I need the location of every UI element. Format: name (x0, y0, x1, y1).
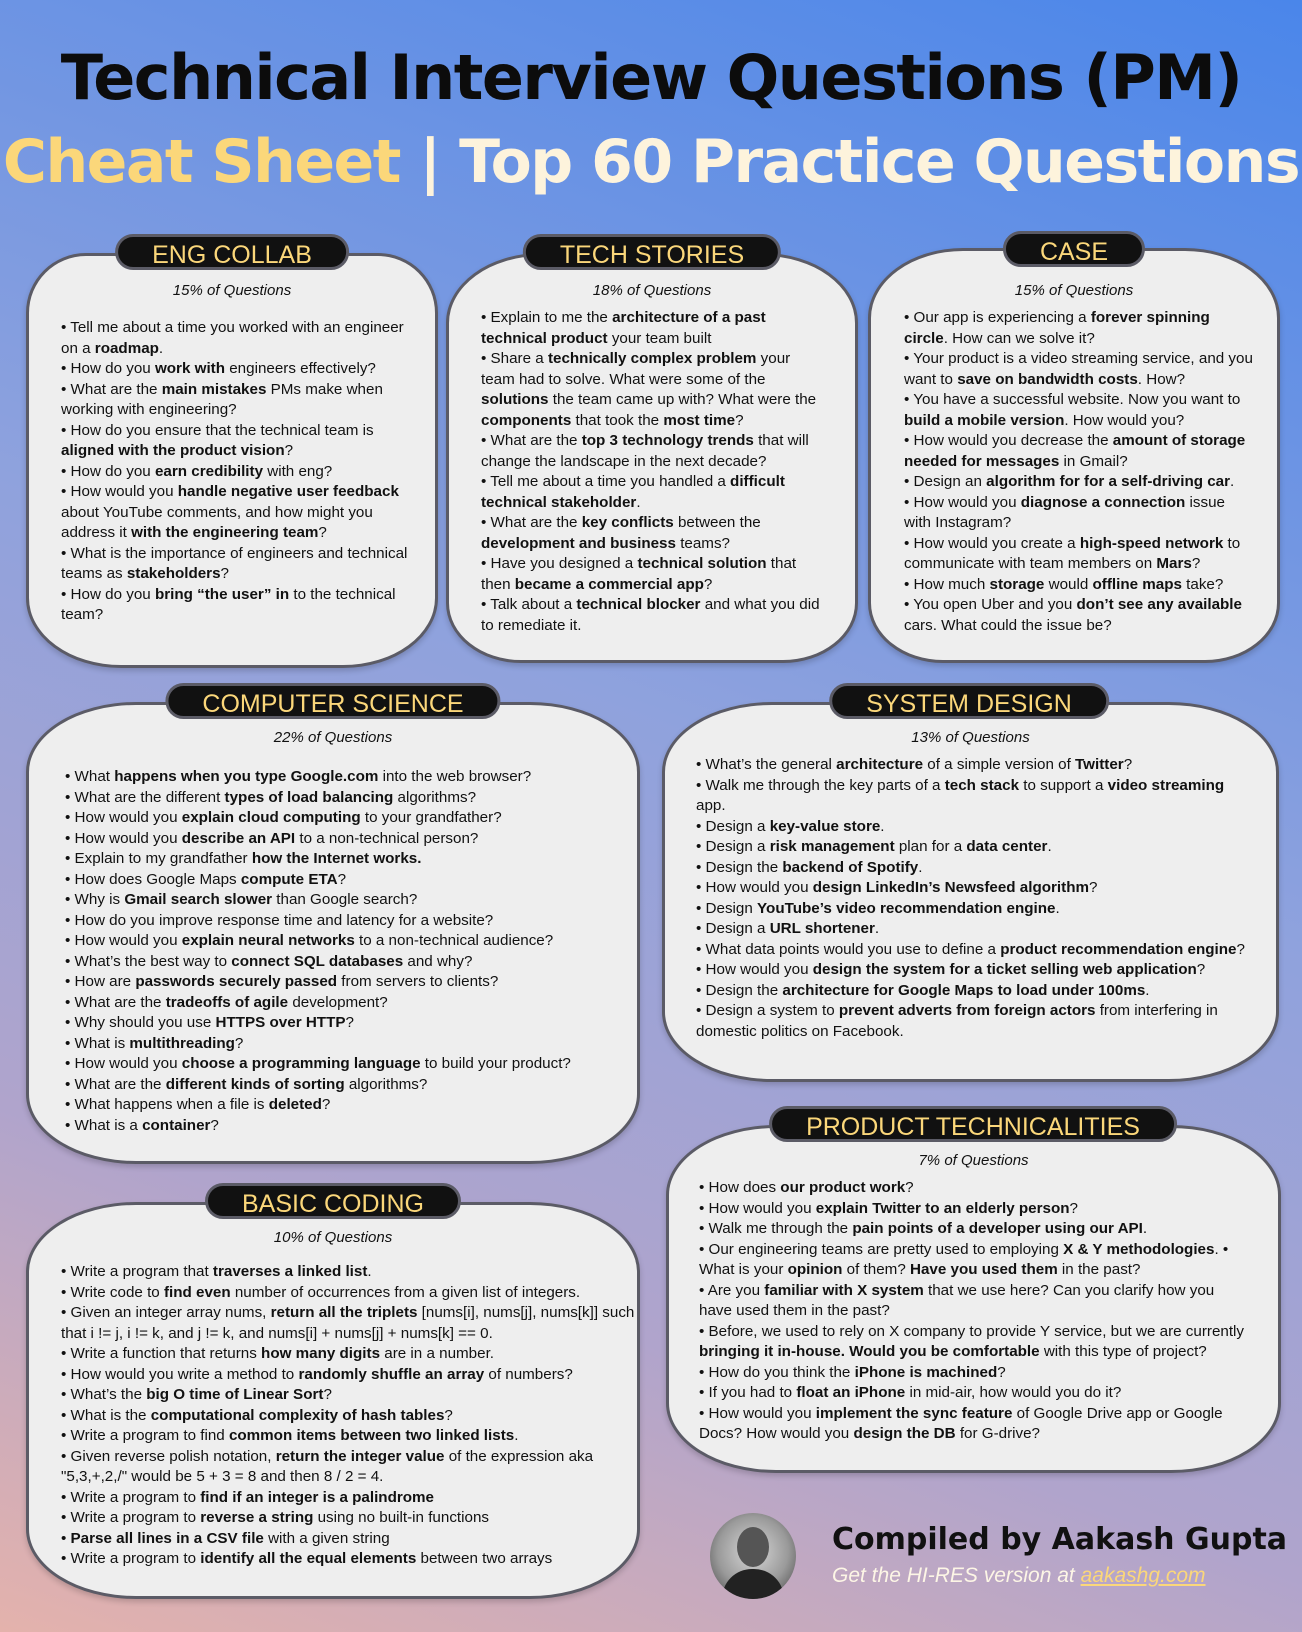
question-item: • How would you design the system for a ticket selling web application? (696, 961, 1206, 978)
question-item: • You have a successful website. Now you want to build a mobile version. How would you? (904, 391, 1241, 429)
question-item: • What’s the big O time of Linear Sort? (61, 1386, 332, 1403)
section-label-system-design: SYSTEM DESIGN (829, 683, 1109, 719)
section-card-tech-stories (446, 253, 858, 663)
question-item: • Have you designed a technical solution that then became a commercial app? (481, 555, 797, 593)
question-item: • Write a program to identify all the equal elements between two arrays (61, 1550, 553, 1567)
section-percentage: 15% of Questions (172, 282, 292, 299)
section-card-product-technicalities (666, 1125, 1281, 1473)
question-item: • Design a system to prevent adverts from foreign actors from interfering in domestic politics on Facebook. (696, 1002, 1218, 1040)
question-item: • Tell me about a time you handled a difficult technical stakeholder. (481, 473, 785, 511)
question-item: • What happens when a file is deleted? (65, 1096, 331, 1113)
question-item: • What is the importance of engineers and technical teams as stakeholders? (61, 544, 408, 582)
section-card-basic-coding (26, 1202, 640, 1599)
question-item: • What is the computational complexity of hash tables? (61, 1406, 453, 1424)
question-item: • Tell me about a time you worked with an engineer on a roadmap. (61, 319, 404, 357)
question-item: • Parse all lines in a CSV file with a given string (61, 1529, 390, 1547)
question-item: • How would you write a method to randomly shuffle an array of numbers? (61, 1365, 573, 1383)
section-percentage: 18% of Questions (592, 282, 712, 299)
section-percentage: 15% of Questions (1014, 282, 1134, 299)
question-list (696, 755, 1246, 1042)
question-item: • How are passwords securely passed from servers to clients? (65, 973, 499, 990)
question-item: • What are the key conflicts between the development and business teams? (481, 514, 761, 552)
page-title: Technical Interview Questions (PM) (60, 41, 1242, 114)
subtitle-top-60: Top 60 Practice Questions (459, 127, 1300, 197)
question-item: • How do you improve response time and latency for a website? (65, 911, 494, 929)
section-card-case (868, 248, 1280, 663)
question-item: • Design an algorithm for for a self-driving car. (904, 473, 1235, 490)
question-item: • How would you implement the sync feature of Google Drive app or Google Docs? How would you design the DB for G-drive? (699, 1404, 1223, 1442)
section-percentage: 13% of Questions (911, 729, 1030, 746)
question-item: • Design a URL shortener. (696, 920, 880, 937)
question-list (65, 767, 605, 1136)
question-item: • How would you create a high-speed network to communicate with team members on Mars? (904, 534, 1241, 572)
question-item: • How would you explain cloud computing to your grandfather? (65, 809, 502, 826)
question-item: • How does our product work? (699, 1179, 914, 1196)
question-list (904, 308, 1254, 636)
question-item: • Our engineering teams are pretty used to employing X & Y methodologies. • What is your opinion of them? Have you used them in the past? (699, 1240, 1229, 1278)
question-item: • How do you ensure that the technical team is aligned with the product vision? (61, 421, 374, 459)
author-credit: Compiled by Aakash Gupta (832, 1522, 1288, 1557)
question-item: • Design a key-value store. (696, 817, 885, 835)
question-item: • What are the tradeoffs of agile development? (65, 993, 388, 1011)
hires-note (832, 1564, 1206, 1588)
question-item: • How do you think the iPhone is machined? (699, 1363, 1006, 1381)
question-item: • What are the top 3 technology trends that will change the landscape in the next decade? (481, 432, 809, 470)
question-item: • Why should you use HTTPS over HTTP? (65, 1014, 354, 1031)
question-item: • How would you explain neural networks to a non-technical audience? (65, 932, 554, 949)
section-card-system-design (662, 702, 1279, 1082)
question-list (481, 308, 826, 636)
question-item: • How would you handle negative user feedback about YouTube comments, and how might you address it with the engineering team? (61, 483, 399, 541)
question-item: • Write a program to reverse a string using no built-in functions (61, 1509, 489, 1526)
question-item: • What are the different types of load balancing algorithms? (65, 788, 477, 806)
question-item: • What are the different kinds of sorting algorithms? (65, 1075, 428, 1093)
section-card-computer-science (26, 702, 640, 1164)
question-item: • How do you bring “the user” in to the technical team? (61, 585, 396, 623)
subtitle-cheat-sheet: Cheat Sheet (2, 127, 400, 197)
question-item: • How would you diagnose a connection issue with Instagram? (904, 493, 1225, 531)
question-item: • What is a container? (65, 1116, 219, 1134)
question-item: • What’s the general architecture of a simple version of Twitter? (696, 756, 1133, 773)
question-item: • How would you describe an API to a non-technical person? (65, 829, 479, 847)
question-item: • Are you familiar with X system that we use here? Can you clarify how you have used them in the past? (699, 1281, 1215, 1319)
question-item: • How would you decrease the amount of storage needed for messages in Gmail? (904, 432, 1246, 470)
question-item: • How would you design LinkedIn’s Newsfeed algorithm? (696, 879, 1098, 896)
hires-text: Get the HI-RES version at (832, 1564, 1075, 1587)
question-item: • Walk me through the key parts of a tech stack to support a video streaming app. (696, 776, 1225, 814)
question-item: • You open Uber and you don’t see any available cars. What could the issue be? (904, 596, 1242, 634)
question-item: • How do you earn credibility with eng? (61, 462, 333, 480)
question-list (61, 1262, 636, 1570)
section-label-case: CASE (1003, 231, 1145, 267)
author-avatar (710, 1513, 796, 1599)
question-item: • How do you work with engineers effectively? (61, 360, 376, 377)
section-label-product-technicalities: PRODUCT TECHNICALITIES (769, 1106, 1177, 1142)
question-item: • Design the backend of Spotify. (696, 858, 923, 876)
question-item: • What is multithreading? (65, 1034, 244, 1052)
question-item: • Talk about a technical blocker and what you did to remediate it. (481, 596, 820, 634)
question-item: • How does Google Maps compute ETA? (65, 870, 347, 888)
question-item: • Design the architecture for Google Maps to load under 100ms. (696, 981, 1150, 999)
section-percentage: 22% of Questions (273, 729, 393, 746)
question-item: • Write a program that traverses a linked list. (61, 1263, 372, 1280)
question-item: • If you had to float an iPhone in mid-air, how would you do it? (699, 1384, 1122, 1401)
question-item: • Write a program to find common items between two linked lists. (61, 1427, 519, 1444)
question-list (699, 1178, 1249, 1445)
section-percentage: 7% of Questions (918, 1152, 1029, 1169)
question-item: • Explain to me the architecture of a past technical product your team built (481, 309, 766, 347)
hires-link[interactable]: aakashg.com (1080, 1564, 1206, 1587)
section-label-basic-coding: BASIC CODING (205, 1183, 461, 1219)
question-item: • Share a technically complex problem your team had to solve. What were some of the solutions the team came up with? What were the components that took the most time? (481, 350, 817, 429)
section-label-tech-stories: TECH STORIES (523, 234, 781, 270)
section-card-eng-collab (26, 253, 438, 668)
question-item: • Given an integer array nums, return all the triplets [nums[i], nums[j], nums[k]] such that i != j, i != k, and j != k, and nums[i] + nums[j] + nums[k] == 0. (61, 1304, 635, 1342)
section-label-eng-collab: ENG COLLAB (115, 234, 349, 270)
question-item: • Why is Gmail search slower than Google search? (65, 891, 418, 908)
section-label-computer-science: COMPUTER SCIENCE (165, 683, 500, 719)
section-percentage: 10% of Questions (273, 1229, 393, 1246)
question-item: • What happens when you type Google.com into the web browser? (65, 768, 532, 785)
question-item: • What are the main mistakes PMs make when working with engineering? (61, 380, 383, 418)
page-subtitle (0, 122, 1302, 202)
subtitle-separator: | (419, 127, 440, 197)
question-item: • Given reverse polish notation, return the integer value of the expression aka "5,3,+,2,/" would be 5 + 3 = 8 and then 8 / 2 = 4. (61, 1447, 594, 1485)
question-item: • Write a program to find if an integer is a palindrome (61, 1488, 435, 1506)
question-item: • Explain to my grandfather how the Internet works. (65, 850, 422, 867)
question-item: • Design YouTube’s video recommendation engine. (696, 899, 1060, 917)
question-item: • Write a function that returns how many digits are in a number. (61, 1345, 495, 1362)
question-item: • Walk me through the pain points of a developer using our API. (699, 1220, 1148, 1237)
question-item: • How would you explain Twitter to an elderly person? (699, 1199, 1078, 1217)
question-item: • What’s the best way to connect SQL databases and why? (65, 952, 473, 970)
question-item: • Design a risk management plan for a data center. (696, 838, 1052, 855)
question-item: • Your product is a video streaming service, and you want to save on bandwidth costs. How? (904, 350, 1253, 388)
question-list (61, 318, 411, 626)
question-item: • Before, we used to rely on X company to provide Y service, but we are currently bringing it in-house. Would you be comfortable with this type of project? (699, 1322, 1245, 1360)
question-item: • How would you choose a programming language to build your product? (65, 1055, 571, 1072)
question-item: • How much storage would offline maps take? (904, 575, 1224, 593)
question-item: • What data points would you use to define a product recommendation engine? (696, 940, 1245, 958)
question-item: • Our app is experiencing a forever spinning circle. How can we solve it? (904, 309, 1210, 347)
question-item: • Write code to find even number of occurrences from a given list of integers. (61, 1283, 581, 1301)
